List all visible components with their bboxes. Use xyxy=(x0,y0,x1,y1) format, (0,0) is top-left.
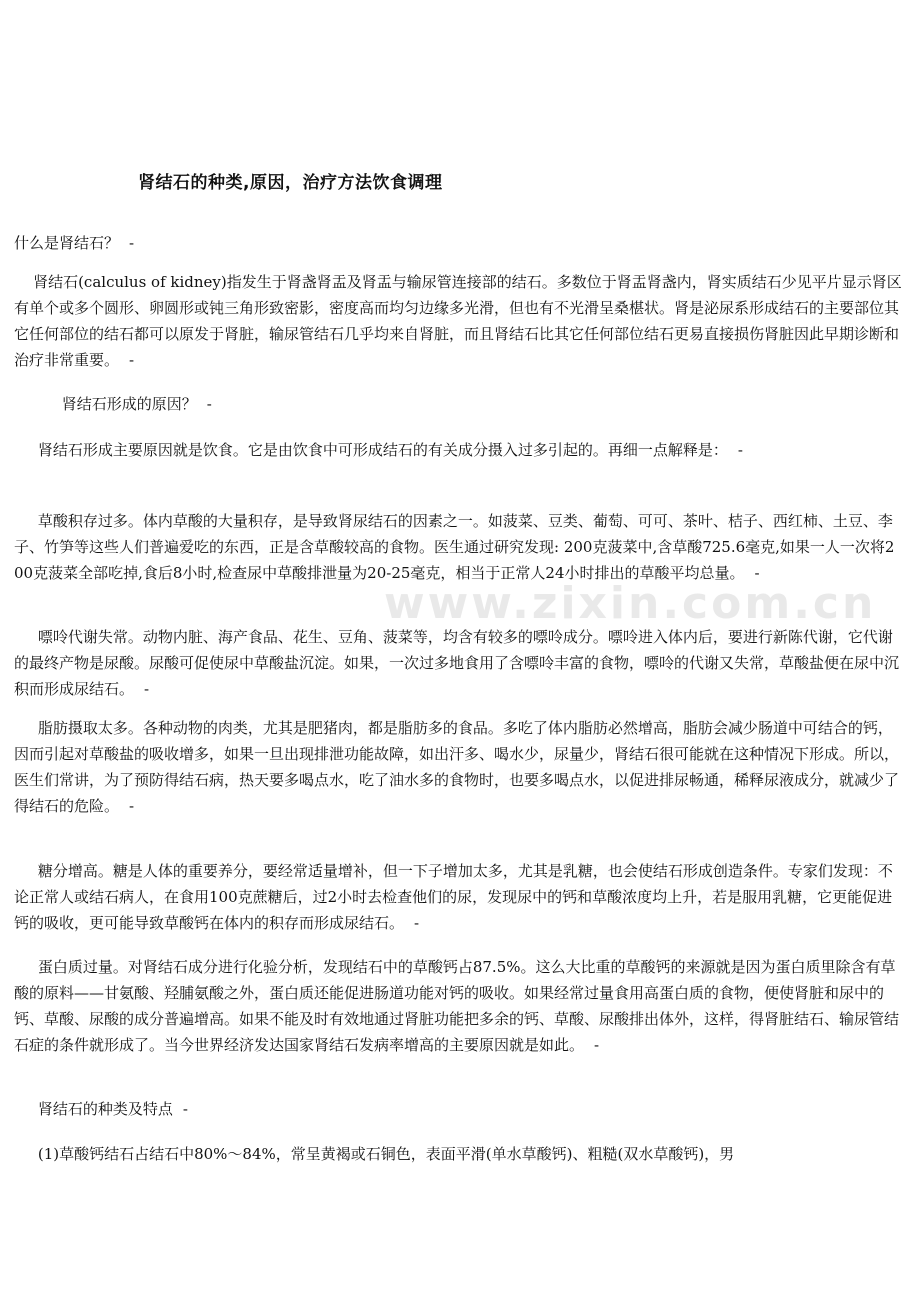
paragraph: 嘌呤代谢失常。动物内脏、海产食品、花生、豆角、菠菜等，均含有较多的嘌呤成分。嘌呤进入体内后，要进行新陈代谢，它代谢的最终产物是尿酸。尿酸可促使尿中草酸盐沉淀。如果，一次过多地食用了含嘌呤丰富的食物，嘌呤的代谢又失常，草酸盐便在尿中沉积而形成尿结石。 - xyxy=(14,628,900,698)
paragraph: 什么是肾结石？ - xyxy=(14,234,135,252)
paragraph: 蛋白质过量。对肾结石成分进行化验分析，发现结石中的草酸钙占87.5%。这么大比重的草酸钙的来源就是因为蛋白质里除含有草酸的原料——甘氨酸、羟脯氨酸之外，蛋白质还能促进肠道功能对钙的吸收。如果经常过量食用高蛋白质的食物，便使肾脏和尿中的钙、草酸、尿酸的成分普遍增高。如果不能及时有效地通过肾脏功能把多余的钙、草酸、尿酸排出体外，这样，得肾脏结石、输尿管结石症的条件就形成了。当今世界经济发达国家肾结石发病率增高的主要原因就是如此。 - xyxy=(14,958,900,1054)
paragraph: 草酸积存过多。体内草酸的大量积存，是导致肾尿结石的因素之一。如菠菜、豆类、葡萄、可可、茶叶、桔子、西红柿、土豆、李子、竹笋等这些人们普遍爱吃的东西，正是含草酸较高的食物。医生通过研究发现: 200克菠菜中,含草酸725.6毫克,如果一人一次将200克菠菜全部吃掉,食后8小时,检查尿中草酸排泄量为20-25毫克，相当于正常人24小时排出的草酸平均总量。 - xyxy=(14,512,895,582)
paragraph: (1)草酸钙结石占结石中80%～84%，常呈黄褐或石铜色，表面平滑(单水草酸钙)、粗糙(双水草酸钙)，男 xyxy=(14,1145,735,1163)
paragraph: 肾结石形成的原因？ - xyxy=(14,395,212,413)
paragraph: 肾结石(calculus of kidney)指发生于肾盏肾盂及肾盂与输尿管连接部的结石。多数位于肾盂肾盏内，肾实质结石少见平片显示肾区有单个或多个圆形、卵圆形或钝三角形致密影，密度高而均匀边缘多光滑，但也有不光滑呈桑椹状。肾是泌尿系形成结石的主要部位其它任何部位的结石都可以原发于肾脏，输尿管结石几乎均来自肾脏，而且肾结石比其它任何部位结石更易直接损伤肾脏因此早期诊断和治疗非常重要。 - xyxy=(14,273,902,369)
paragraph: 肾结石的种类及特点 - xyxy=(14,1100,188,1118)
paragraph: 肾结石形成主要原因就是饮食。它是由饮食中可形成结石的有关成分摄入过多引起的。再细一点解释是： - xyxy=(14,441,743,459)
watermark: www.zixin.com.cn xyxy=(384,578,877,629)
document-title: 肾结石的种类,原因，治疗方法饮食调理 xyxy=(138,173,443,193)
paragraph: 脂肪摄取太多。各种动物的肉类，尤其是肥猪肉，都是脂肪多的食品。多吃了体内脂肪必然增高，脂肪会减少肠道中可结合的钙，因而引起对草酸盐的吸收增多，如果一旦出现排泄功能故障，如出汗多、喝水少，尿量少，肾结石很可能就在这种情况下形成。所以，医生们常讲，为了预防得结石病，热天要多喝点水，吃了油水多的食物时，也要多喝点水，以促进排尿畅通，稀释尿液成分，就减少了得结石的危险。 - xyxy=(14,719,900,815)
paragraph: 糖分增高。糖是人体的重要养分，要经常适量增补，但一下子增加太多，尤其是乳糖，也会使结石形成创造条件。专家们发现：不论正常人或结石病人，在食用100克蔗糖后，过2小时去检查他们的尿，发现尿中的钙和草酸浓度均上升，若是服用乳糖，它更能促进钙的吸收，更可能导致草酸钙在体内的积存而形成尿结石。 - xyxy=(14,862,893,932)
